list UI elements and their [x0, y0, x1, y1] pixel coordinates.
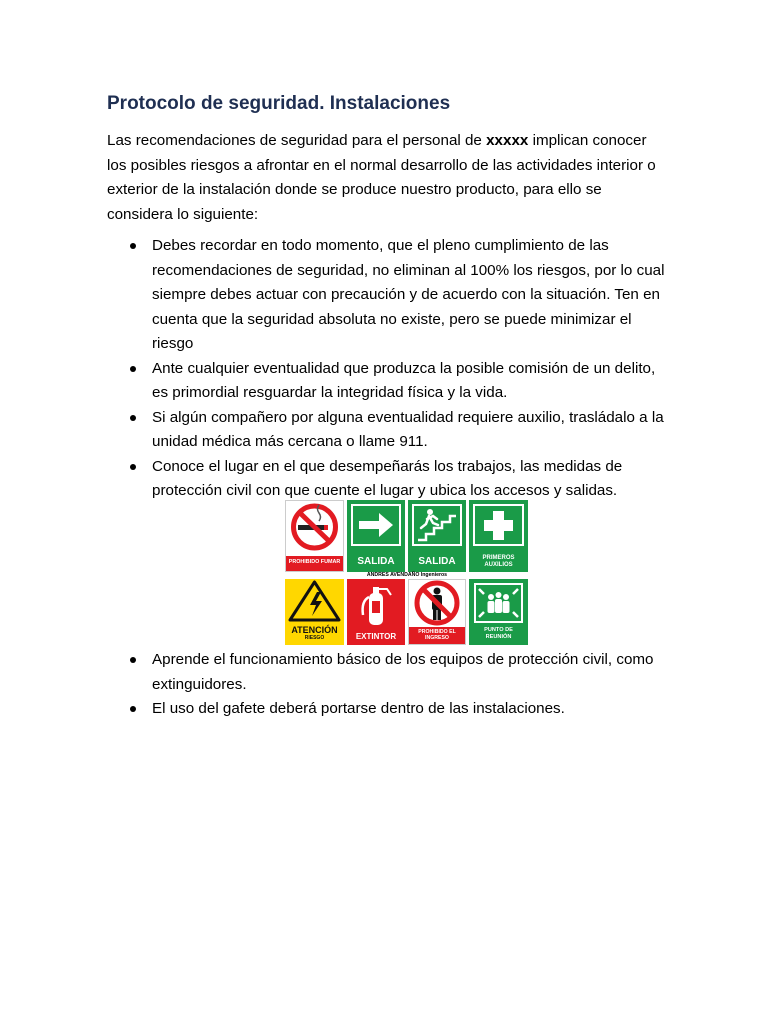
intro-text-before: Las recomendaciones de seguridad para el personal de	[107, 132, 487, 149]
intro-paragraph	[107, 129, 667, 227]
meeting-point-icon	[469, 579, 528, 625]
sign-sublabel: RIESGO	[304, 635, 325, 641]
sign-label: PUNTO DE REUNIÓN	[484, 627, 513, 640]
list-item	[107, 234, 667, 357]
company-placeholder: xxxxx	[486, 132, 529, 149]
sign-no-smoking	[285, 500, 344, 572]
no-entry-person-icon	[409, 580, 465, 628]
list-item	[107, 697, 667, 722]
fire-extinguisher-icon	[347, 579, 405, 629]
sign-no-entry	[408, 579, 466, 645]
sign-credit-text: ANDRES AVENDAÑO Ingenieros	[366, 572, 448, 578]
sign-label-group	[285, 623, 344, 645]
list-item-text: El uso del gafete deberá portarse dentro de las instalaciones.	[152, 700, 565, 717]
bullet-icon	[130, 243, 136, 249]
first-aid-cross-icon	[469, 500, 528, 550]
bullet-icon	[130, 706, 136, 712]
bullet-icon	[130, 366, 136, 372]
list-item-text: Ante cualquier eventualidad que produzca la posible comisión de un delito, es primordial resguardar la integridad física y la vida.	[152, 359, 656, 401]
sign-first-aid	[469, 500, 528, 572]
recommendations-list	[107, 234, 667, 504]
list-item	[107, 455, 667, 504]
list-item-text: Aprende el funcionamiento básico de los equipos de protección civil, como extinguidores.	[152, 651, 654, 693]
arrow-right-icon	[347, 500, 405, 550]
intro-text-after: implican conocer los posibles riesgos a afrontar en el normal desarrollo de las actividades interior o exterior de la instalación donde se produce nuestro producto, para ello se considera lo siguiente:	[107, 132, 656, 223]
no-smoking-icon	[286, 501, 343, 551]
sign-exit-stairs	[408, 500, 466, 572]
sign-exit-arrow	[347, 500, 405, 572]
running-man-stairs-icon	[408, 500, 466, 550]
sign-label: PRIMEROS AUXILIOS	[482, 555, 515, 569]
document-title: Protocolo de seguridad. Instalaciones	[107, 93, 451, 114]
bullet-icon	[130, 464, 136, 470]
sign-attention	[285, 579, 344, 645]
bullet-icon	[130, 657, 136, 663]
sign-meeting-point	[469, 579, 528, 645]
list-item	[107, 406, 667, 455]
sign-label: SALIDA	[357, 556, 395, 567]
list-item	[107, 357, 667, 406]
sign-label: ATENCIÓN	[291, 625, 338, 635]
sign-label: PROHIBIDO FUMAR	[286, 556, 343, 571]
list-item-text: Debes recordar en todo momento, que el pleno cumplimiento de las recomendaciones de seguridad, no eliminan al 100% los riesgos, por lo cual siempre debes actuar con precaución y de acuerdo con la situación. Ten en cuenta que la seguridad absoluta no existe, pero se puede minimizar el riesgo	[152, 237, 665, 352]
safety-signs-image	[285, 500, 528, 645]
list-item-text: Conoce el lugar en el que desempeñarás los trabajos, las medidas de protección civil con que cuente el lugar y ubica los accesos y salidas.	[152, 457, 623, 499]
list-item-text: Si algún compañero por alguna eventualidad requiere auxilio, trasládalo a la unidad médica más cercana o llame 911.	[152, 408, 664, 450]
sign-label: EXTINTOR	[355, 632, 397, 641]
high-voltage-icon	[285, 579, 344, 623]
sign-extinguisher	[347, 579, 405, 645]
sign-label: SALIDA	[418, 556, 456, 567]
bullet-icon	[130, 415, 136, 421]
list-item	[107, 648, 667, 697]
sign-label: PROHIBIDO EL INGRESO	[409, 627, 465, 644]
equipment-list	[107, 648, 667, 722]
